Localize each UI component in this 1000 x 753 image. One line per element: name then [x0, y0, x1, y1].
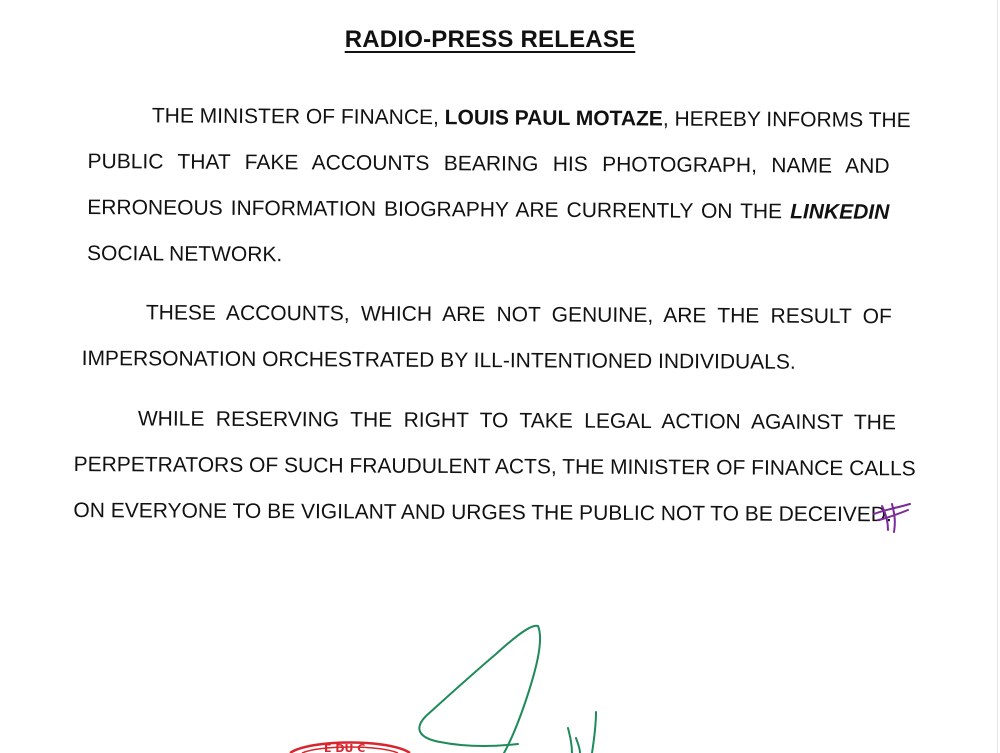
- paragraph-line: PERPETRATORS OF SUCH FRAUDULENT ACTS, THE MINISTER OF FINANCE CALLS: [73, 452, 916, 481]
- paragraph-line: SOCIAL NETWORK.: [86, 241, 283, 267]
- seal-text: E DU C: [324, 742, 366, 753]
- social-network-name: LINKEDIN: [790, 200, 890, 224]
- official-seal-stamp: [280, 733, 420, 753]
- paragraph-line: [87, 185, 889, 236]
- handwritten-initials: [870, 496, 914, 536]
- paragraph-line: [88, 93, 911, 144]
- paragraph-line: WHILE RESERVING THE RIGHT TO TAKE LEGAL ACTION AGAINST THE: [137, 407, 896, 435]
- paragraph-legal-action: [73, 396, 916, 538]
- text-segment: , HEREBY INFORMS THE: [662, 107, 911, 133]
- text-segment: ERRONEOUS INFORMATION BIOGRAPHY ARE CURRENTLY ON THE: [87, 195, 791, 224]
- paragraph-line: PUBLIC THAT FAKE ACCOUNTS BEARING HIS PHOTOGRAPH, NAME AND: [87, 149, 890, 178]
- minister-name: LOUIS PAUL MOTAZE: [444, 106, 663, 131]
- handwritten-signature: [400, 620, 620, 753]
- paragraph-line: THESE ACCOUNTS, WHICH ARE NOT GENUINE, ARE THE RESULT OF: [145, 301, 892, 329]
- paragraph-fake-accounts: [86, 93, 911, 282]
- document-title: RADIO-PRESS RELEASE: [344, 26, 636, 53]
- paragraph-line: IMPERSONATION ORCHESTRATED BY ILL-INTENTIONED INDIVIDUALS.: [81, 346, 796, 374]
- text-segment: THE MINISTER OF FINANCE,: [151, 104, 445, 130]
- scan-edge-line: [997, 0, 998, 753]
- paragraph-not-genuine: [82, 290, 892, 386]
- paragraph-line: ON EVERYONE TO BE VIGILANT AND URGES THE PUBLIC NOT TO BE DECEIVED.: [73, 498, 892, 527]
